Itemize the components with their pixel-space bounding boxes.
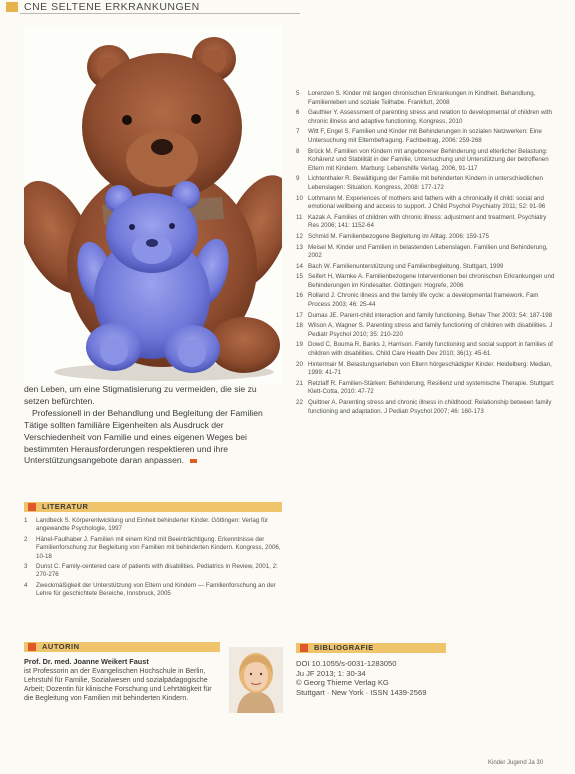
teddy-bears-illustration bbox=[24, 27, 282, 384]
author-portrait-illustration bbox=[229, 647, 283, 713]
bibliography-info bbox=[296, 659, 426, 697]
reference-item: 11 Kazak A. Families of children with chronic illness: adjustment and treatment. Psychiatry Res 2006; 141: 1152-64 bbox=[296, 213, 547, 230]
reference-item: 4 Zweckmäßigkeit der Unterstützung von Eltern und Kindern — Familienforschung an der Lehre für geschichtete Bereiche, Innsbruck, 2005 bbox=[24, 581, 276, 598]
reference-item: 22 Quittner A. Parenting stress and chronic illness in childhood: Relationship between family functioning and adaptation. J Pediatr Psychol 2007; 46: 160-173 bbox=[296, 399, 552, 415]
reference-item: 17 Dumas JE. Parent-child interaction and family functioning. Behav Ther 2003; 54: 187-198 bbox=[296, 311, 553, 319]
reference-list-right bbox=[296, 90, 558, 426]
page-footer: Kinder Jugend Ja 30 bbox=[488, 760, 544, 766]
reference-item: 6 Gauthier Y. Assessment of parenting stress and relation to developmental of children with chronic illness and adaptive functioning. Kongress, 2010 bbox=[296, 109, 552, 125]
bibliography-issue: Ju JF 2013; 1: 30-34 bbox=[296, 668, 366, 678]
header-accent-box bbox=[6, 2, 18, 12]
reference-item: 5 Lorenzen S. Kinder mit langen chronischen Erkrankungen in Kindheit. Behandlung, Familienleben und soziale Teilhabe. Frankfurt, 2008 bbox=[296, 90, 536, 106]
reference-item: 3 Dunst C. Family-centered care of patients with disabilities. Pediatrics in Review, 2001, 2: 270-276 bbox=[24, 563, 278, 579]
author-name: Prof. Dr. med. Joanne Weikert Faust bbox=[24, 657, 149, 666]
reference-item: 15 Seifert H, Warnke A. Familienbezogene Interventionen bei chronischen Erkrankungen und Behinderungen im Kindesalter. Göttingen: Hogrefe, 2006 bbox=[296, 273, 555, 289]
reference-item: 8 Brück M. Familien von Kindern mit angeborener Behinderung und elterlicher Belastung: Kohärenz und Stabilität in der Familie, Untersuchung und Unterstützung der betroffenen Eltern mit Kindern. Marburg: Lebenshilfe Verlag, 2006, 91-117 bbox=[296, 147, 549, 172]
author-portrait bbox=[229, 647, 283, 713]
author-section-box bbox=[28, 643, 36, 651]
reference-item: 7 Witt F, Engel S. Familien und Kinder mit Behinderungen in sozialen Netzwerken: Eine Untersuchung mit Elternbefragung. Fachbeitrag, 2006: 259-268 bbox=[296, 128, 542, 144]
body-paragraph: den Leben, um eine Stigmatisierung zu vermeiden, die sie zu setzen befürchten. bbox=[24, 384, 257, 406]
teddy-bears-photo bbox=[24, 27, 282, 384]
reference-item: 16 Rolland J. Chronic illness and the family life cycle: a developmental framework. Fam Process 2003; 46: 25-44 bbox=[296, 292, 539, 309]
bibliography-section-box bbox=[300, 644, 308, 652]
reference-item: 9 Lichtenthaler R. Bewältigung der Familie mit behinderten Kindern in unterschiedlichen Lebenslagen: Situation. Kongress, 2008: 177-172 bbox=[296, 175, 543, 191]
reference-item: 20 Hintermair M. Belastungserleben von Eltern hörgeschädigter Kinder. Heidelberg: Median, 1999: 41-71 bbox=[296, 360, 552, 377]
author-section-bar bbox=[24, 642, 220, 652]
bibliography-doi: DOI 10.1055/s-0031-1283050 bbox=[296, 659, 397, 668]
reference-item: 21 Retzlaff R. Familien-Stärken: Behinderung, Resilienz und systemische Therapie. Stuttgart: Klett-Cotta, 2010: 47-72 bbox=[296, 379, 555, 396]
header-rule bbox=[20, 13, 300, 14]
reference-item: 12 Schmid M. Familienbezogene Begleitung im Alltag. 2006: 159-175 bbox=[296, 232, 489, 240]
author-bio: ist Professorin an der Evangelischen Hochschule in Berlin, Lehrstuhl für Familie, Sozialwesen und sozialpädagogische Arbeit; Dozentin für klinische Forschung und Lehrtätigkeit für die Begleitung von Familien mit behinderten Kindern. bbox=[24, 668, 212, 702]
reference-item: 1 Landbeck S. Körperentwicklung und Einheit behinderter Kinder. Göttingen: Verlag für angewandte Psychologie, 1997 bbox=[24, 517, 269, 533]
article-body-text bbox=[24, 384, 282, 467]
reference-item: 19 Dowd C, Bouma R, Banks J, Harrison. Family functioning and social support in families of children with disabilities. Child Care Health Dev 2010; 36(1): 45-61 bbox=[296, 341, 553, 358]
bibliography-issn: Stuttgart · New York · ISSN 1439-2569 bbox=[296, 687, 427, 697]
reference-item: 13 Meisel M. Kinder und Familien in belastenden Lebenslagen. Familien und Behinderung, 2002 bbox=[296, 243, 548, 260]
bibliography-publisher: © Georg Thieme Verlag KG bbox=[296, 678, 389, 688]
bibliography-section-bar bbox=[296, 643, 446, 653]
reference-item: 2 Hänel-Faulhaber J. Familien mit einem Kind mit Beeinträchtigung. Erkenntnisse der Familienforschung zur Begleitung von Familien mit behinderten Kindern. Kongress, 2006, 10-18 bbox=[24, 535, 281, 560]
literature-section-bar bbox=[24, 502, 282, 512]
reference-item: 14 Bach W. Familienunterstützung und Familienbegleitung. Stuttgart, 1999 bbox=[296, 262, 504, 270]
body-paragraph: Professionell in der Behandlung und Begleitung der Familien Tätige sollten familiäre Eigenheiten als Ausdruck der Verschiedenheit von Familie und eines eigenen Weges bei bestimmten Herausforderungen respektieren und ihre Unterstützungsangebote daran anpassen. bbox=[24, 407, 263, 466]
page-header-title: CNE SELTENE ERKRANKUNGEN bbox=[24, 1, 200, 13]
article-end-mark bbox=[190, 459, 197, 463]
reference-item: 10 Lothmann M. Experiences of mothers and fathers with a chronically ill child: social and emotional wellbeing and access to support. J Child Psychol Psychiatry 2011; 52: 91-96 bbox=[296, 194, 546, 211]
bibliography-label: BIBLIOGRAFIE bbox=[314, 643, 374, 652]
literature-section-box bbox=[28, 503, 36, 511]
author-label: AUTORIN bbox=[42, 642, 80, 651]
reference-item: 18 Wilson A, Wagner S. Parenting stress and family functioning of children with disabilities. J Pediatr Psychol 2010; 35: 210-220 bbox=[296, 322, 553, 338]
reference-list-left bbox=[24, 517, 282, 601]
literature-label: LITERATUR bbox=[42, 502, 89, 511]
